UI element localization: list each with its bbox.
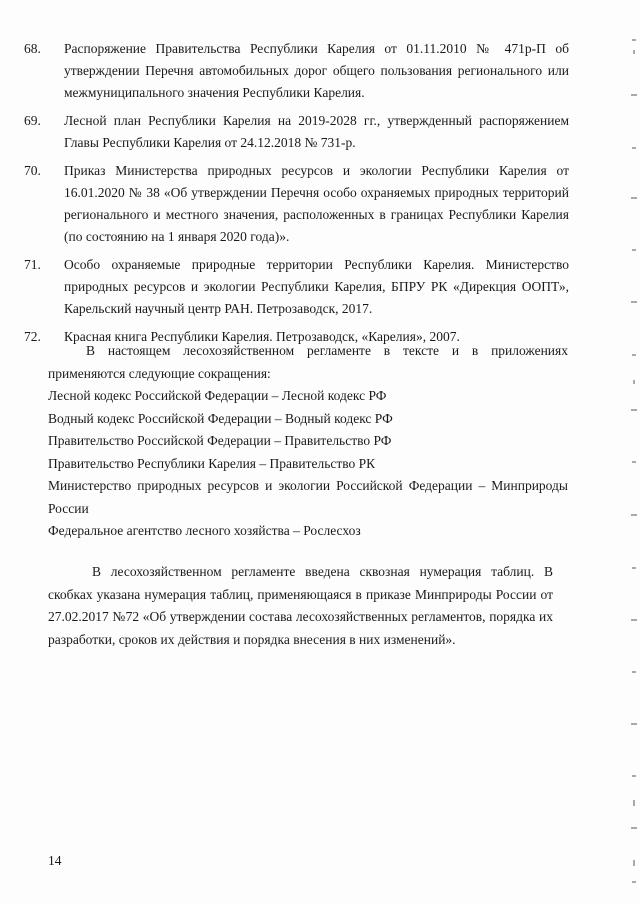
abbreviation-line: Министерство природных ресурсов и экологии Российской Федерации – Минприроды России: [48, 478, 568, 516]
tables-numbering-note: В лесохозяйственном регламенте введена сквозная нумерация таблиц. В скобках указана нумерация таблиц, применяющаяся в приказе Минприроды России от 27.02.2017 №72 «Об утверждении состава лесохозяйственных регламентов, порядка их разработки, сроков их действия и порядка внесения в них изменений».: [48, 564, 553, 647]
reference-item: [24, 110, 569, 154]
reference-number: 70.: [24, 163, 41, 178]
abbreviations-section: [48, 340, 568, 543]
reference-text: Лесной план Республики Карелия на 2019-2028 гг., утвержденный распоряжением Главы Республики Карелия от 24.12.2018 № 731-р.: [64, 113, 569, 150]
reference-text: Особо охраняемые природные территории Республики Карелия. Министерство природных ресурсов и экологии Республики Карелия, БПРУ РК «Дирекция ООПТ», Карельский научный центр РАН. Петрозаводск, 2017.: [64, 257, 569, 316]
reference-item: [24, 254, 569, 320]
abbreviation-line: Правительство Республики Карелия – Правительство РК: [48, 455, 376, 471]
reference-number: 69.: [24, 113, 41, 128]
page-number: 14: [48, 853, 62, 868]
reference-number: 68.: [24, 41, 41, 56]
reference-list: [24, 38, 569, 354]
reference-text: Распоряжение Правительства Республики Карелия от 01.11.2010 № 471р-П об утверждении Перечня автомобильных дорог общего пользования регионального или межмуниципального значения Республики Карелия.: [64, 41, 569, 100]
reference-item: [24, 38, 569, 104]
abbreviation-line: Водный кодекс Российской Федерации – Водный кодекс РФ: [48, 410, 393, 426]
abbreviation-line: Лесной кодекс Российской Федерации – Лесной кодекс РФ: [48, 388, 387, 403]
scan-edge-marks: [622, 0, 640, 905]
abbreviations-intro: В настоящем лесохозяйственном регламенте в тексте и в приложениях применяются следующие сокращения:: [48, 343, 568, 381]
reference-number: 72.: [24, 329, 41, 344]
abbreviation-line: Федеральное агентство лесного хозяйства – Рослесхоз: [48, 523, 361, 538]
abbreviation-line: Правительство Российской Федерации – Правительство РФ: [48, 433, 392, 448]
reference-text: Приказ Министерства природных ресурсов и экологии Республики Карелия от 16.01.2020 № 38 «Об утверждении Перечня особо охраняемых природных территорий регионального и местного значения, расположенных в границах Республики Карелия (по состоянию на 1 января 2020 года)».: [64, 163, 569, 244]
reference-number: 71.: [24, 257, 41, 272]
reference-item: [24, 160, 569, 248]
reference-text: Красная книга Республики Карелия. Петрозаводск, «Карелия», 2007.: [64, 329, 460, 344]
